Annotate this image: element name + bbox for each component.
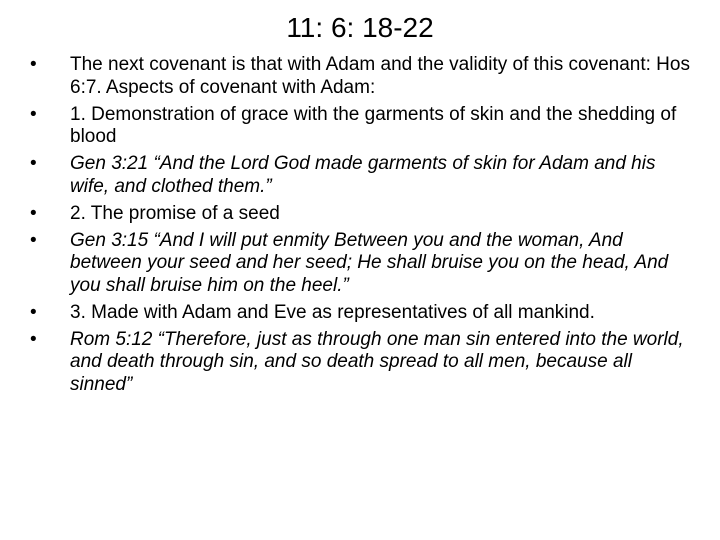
bullet-text-quote: Gen 3:15 “And I will put enmity Between you and the woman, And between your seed and her seed; He shall bruise you on the head, And you shall bruise him on the heel.” [70,229,669,296]
bullet-item-gen-3-15 [28,230,698,298]
bullet-icon: • [30,229,37,251]
slide-title: 11: 6: 18-22 [286,12,434,43]
bullet-item-rom-5-12 [28,329,698,397]
bullet-icon: • [30,54,37,75]
bullet-text: 3. Made with Adam and Eve as representatives of all mankind. [70,301,595,323]
bullet-item-covenant-adam [28,54,698,99]
bullet-item-gen-3-21 [28,153,698,198]
bullet-item-promise-seed [28,203,698,226]
bullet-text: The next covenant is that with Adam and the validity of this covenant: Hos 6:7. Aspects of covenant with Adam: [70,54,690,98]
bullet-text-quote: Gen 3:21 “And the Lord God made garments of skin for Adam and his wife, and clothed them.” [70,153,656,197]
bullet-text: 1. Demonstration of grace with the garments of skin and the shedding of blood [70,103,677,147]
bullet-text-quote: Rom 5:12 “Therefore, just as through one man sin entered into the world, and death through sin, and so death spread to all men, because all sinned” [70,328,684,395]
bullet-icon: • [30,328,37,350]
bullet-icon: • [30,202,37,224]
bullet-icon: • [30,153,37,174]
bullet-item-representatives [28,302,698,325]
bullet-icon: • [30,103,37,125]
bullet-text: 2. The promise of a seed [70,202,280,224]
bullet-icon: • [30,301,37,323]
bullet-list [28,54,698,401]
bullet-item-grace-garments [28,104,698,149]
